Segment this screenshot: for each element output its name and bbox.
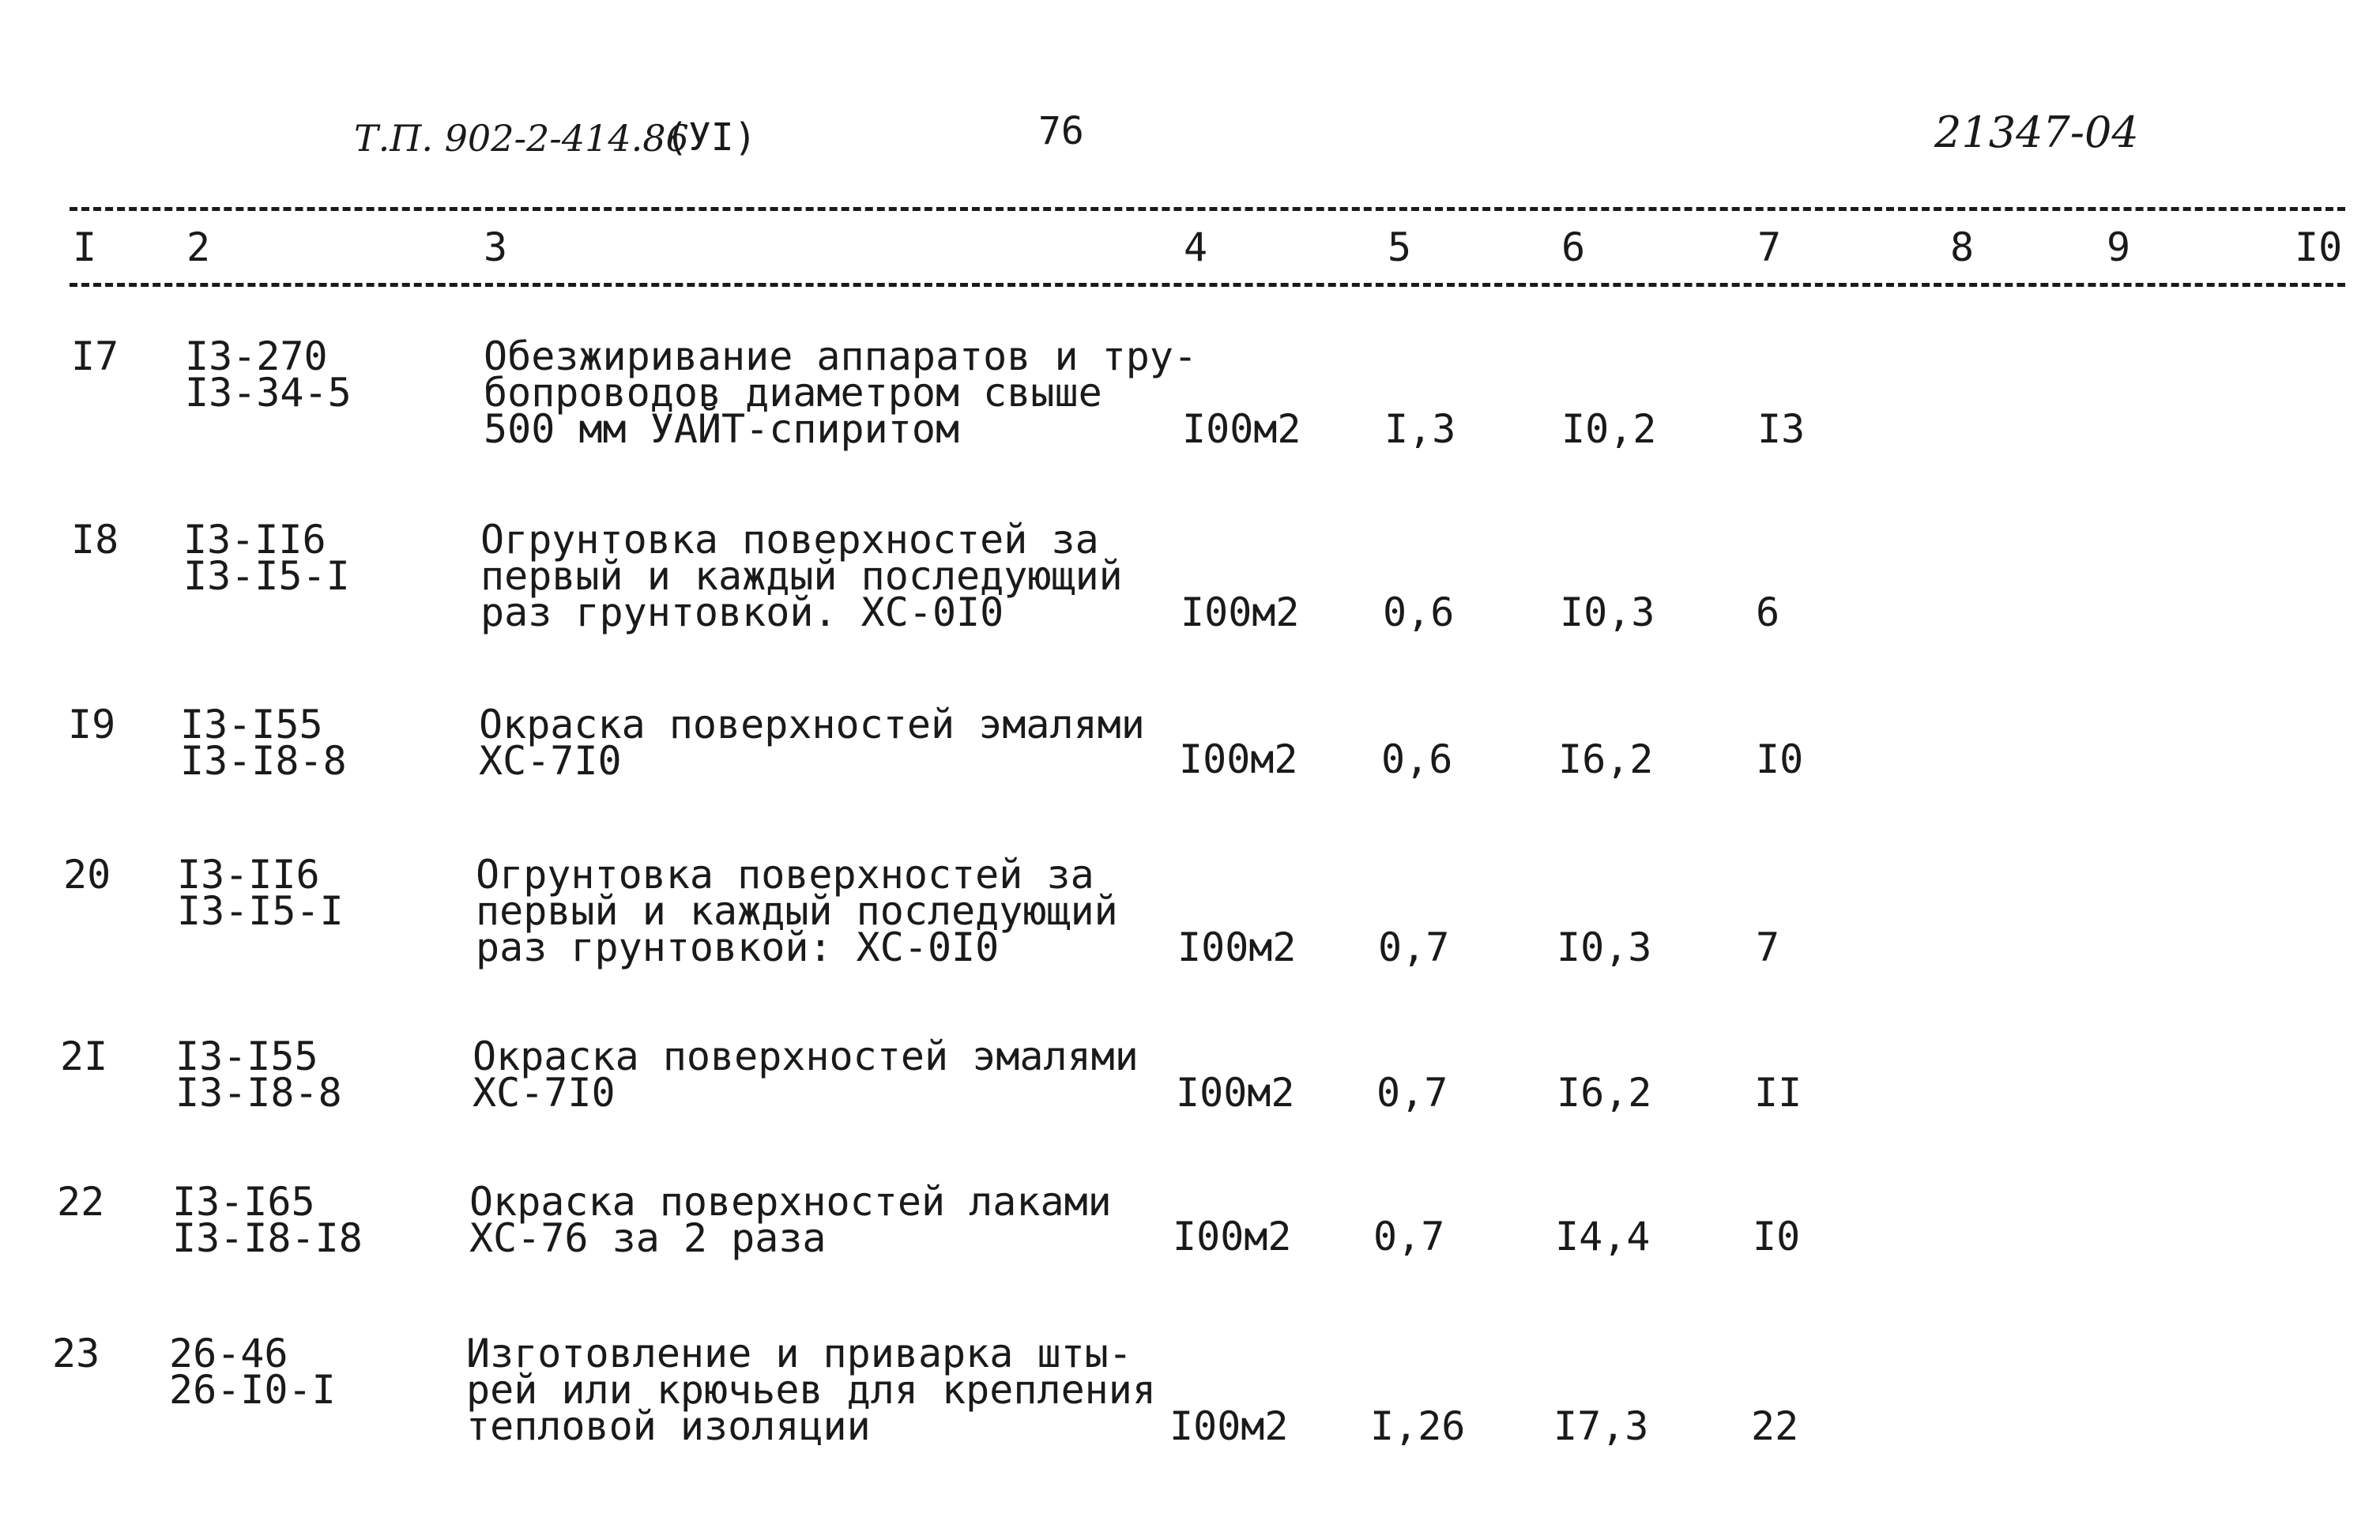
column-7-value: I3: [1757, 406, 1806, 452]
norm-code: I3-I55: [180, 702, 323, 747]
column-6-value: I6,2: [1557, 1070, 1652, 1116]
row-number: 20: [63, 852, 111, 898]
column-6-value: I0,3: [1557, 924, 1652, 970]
row-number: 2I: [60, 1034, 108, 1079]
work-description: Окраска поверхностей эмалями ХС-7I0: [473, 1034, 1139, 1116]
column-header: 9: [2107, 224, 2131, 270]
unit: I00м2: [1173, 1214, 1292, 1259]
quantity: I,3: [1384, 406, 1456, 452]
header-bottom-rule: [70, 283, 2345, 287]
quantity: I,26: [1370, 1403, 1466, 1449]
norm-code: I3-34-5: [185, 370, 352, 416]
column-7-value: 6: [1756, 589, 1780, 635]
row-number: 22: [57, 1179, 105, 1225]
quantity: 0,6: [1381, 736, 1453, 782]
column-header: 5: [1388, 224, 1412, 270]
quantity: 0,7: [1376, 1070, 1448, 1116]
norm-code: I3-II6: [177, 852, 320, 898]
column-7-value: 7: [1756, 924, 1780, 970]
quantity: 0,7: [1378, 924, 1450, 970]
column-header: 3: [484, 224, 508, 270]
unit: I00м2: [1182, 406, 1301, 452]
column-6-value: I7,3: [1553, 1403, 1649, 1449]
work-description: Окраска поверхностей эмалями ХС-7I0: [479, 702, 1145, 784]
norm-code: I3-I65: [172, 1179, 315, 1225]
row-number: I7: [71, 333, 119, 379]
column-6-value: I4,4: [1555, 1214, 1651, 1259]
unit: I00м2: [1177, 924, 1297, 970]
norm-code: I3-II6: [183, 517, 326, 563]
column-header: I0: [2295, 224, 2343, 270]
column-header: 7: [1757, 224, 1782, 270]
work-description: Окраска поверхностей лаками ХС-76 за 2 раза: [469, 1179, 1112, 1261]
work-description: Огрунтовка поверхностей за первый и каждый последующий раз грунтовкой. ХС-0I0: [480, 517, 1123, 635]
column-6-value: I6,2: [1558, 736, 1654, 782]
column-6-value: I0,3: [1560, 589, 1655, 635]
row-number: 23: [52, 1331, 100, 1376]
norm-code: I3-I8-8: [175, 1070, 342, 1116]
row-number: I8: [71, 517, 119, 563]
quantity: 0,6: [1383, 589, 1455, 635]
document-reference: Т.П. 902-2-414.86: [354, 117, 689, 160]
column-7-value: I0: [1753, 1214, 1801, 1259]
norm-code: 26-46: [169, 1331, 288, 1376]
column-header: 8: [1950, 224, 1975, 270]
work-description: Изготовление и приварка шты- рей или крючьев для крепления тепловой изоляции: [466, 1331, 1156, 1449]
column-header: 2: [186, 224, 211, 270]
norm-code: I3-I55: [175, 1034, 318, 1079]
column-header: I: [73, 224, 97, 270]
unit: I00м2: [1169, 1403, 1289, 1449]
work-description: Обезжиривание аппаратов и тру- бопроводов диаметром свыше 500 мм УАЙТ-спиритом: [484, 333, 1198, 452]
column-7-value: 22: [1751, 1403, 1799, 1449]
row-number: I9: [68, 702, 116, 747]
section-label: (УI): [665, 115, 757, 160]
unit: I00м2: [1176, 1070, 1295, 1116]
norm-code: I3-I8-I8: [172, 1215, 363, 1261]
norm-code: I3-I5-I: [177, 888, 344, 934]
page-number: 76: [1038, 109, 1084, 153]
norm-code: I3-270: [185, 333, 328, 379]
unit: I00м2: [1181, 589, 1300, 635]
column-header: 6: [1561, 224, 1586, 270]
norm-code: I3-I8-8: [180, 738, 347, 784]
column-7-value: II: [1754, 1070, 1802, 1116]
registry-number: 21347-04: [1934, 107, 2139, 157]
norm-code: 26-I0-I: [169, 1367, 336, 1413]
work-description: Огрунтовка поверхностей за первый и каждый последующий раз грунтовкой: ХС-0I0: [476, 852, 1118, 970]
unit: I00м2: [1179, 736, 1298, 782]
header-top-rule: [70, 207, 2345, 211]
norm-code: I3-I5-I: [183, 553, 350, 599]
column-7-value: I0: [1756, 736, 1804, 782]
column-6-value: I0,2: [1561, 406, 1657, 452]
column-header: 4: [1184, 224, 1208, 270]
quantity: 0,7: [1373, 1214, 1445, 1259]
